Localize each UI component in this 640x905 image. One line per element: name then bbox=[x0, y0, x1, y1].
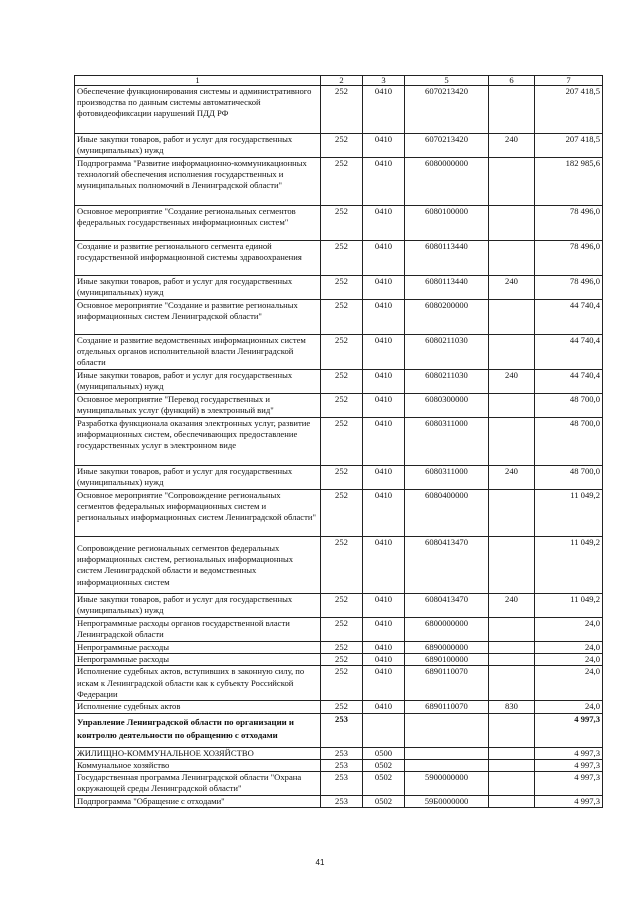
row-amount: 11 049,2 bbox=[535, 537, 603, 594]
table-row bbox=[75, 759, 603, 771]
row-section-code: 0410 bbox=[363, 394, 405, 418]
row-section-code bbox=[363, 713, 405, 747]
row-admin-code: 252 bbox=[321, 241, 363, 276]
row-target-code: 6890110070 bbox=[405, 701, 489, 713]
row-expense-type bbox=[489, 759, 535, 771]
row-amount: 44 740,4 bbox=[535, 335, 603, 370]
row-target-code: 6080113440 bbox=[405, 276, 489, 300]
table-row bbox=[75, 490, 603, 537]
row-section-code: 0410 bbox=[363, 241, 405, 276]
row-admin-code: 252 bbox=[321, 418, 363, 466]
table-row bbox=[75, 666, 603, 701]
row-expense-type: 240 bbox=[489, 370, 535, 394]
table-row bbox=[75, 86, 603, 134]
row-name: Исполнение судебных актов, вступивших в законную силу, по искам к Ленинградской области как к субъекту Российской Федерации bbox=[75, 666, 321, 701]
table-row bbox=[75, 701, 603, 713]
row-amount: 48 700,0 bbox=[535, 394, 603, 418]
row-target-code: 6080000000 bbox=[405, 158, 489, 206]
row-admin-code: 252 bbox=[321, 490, 363, 537]
row-amount: 4 997,3 bbox=[535, 759, 603, 771]
row-admin-code: 252 bbox=[321, 335, 363, 370]
row-admin-code: 252 bbox=[321, 594, 363, 618]
row-admin-code: 252 bbox=[321, 206, 363, 241]
table-row bbox=[75, 241, 603, 276]
row-admin-code: 252 bbox=[321, 618, 363, 642]
row-amount: 11 049,2 bbox=[535, 490, 603, 537]
row-name: Исполнение судебных актов bbox=[75, 701, 321, 713]
row-amount: 24,0 bbox=[535, 618, 603, 642]
row-expense-type bbox=[489, 300, 535, 335]
row-expense-type bbox=[489, 642, 535, 654]
row-expense-type bbox=[489, 618, 535, 642]
header-cell: 7 bbox=[535, 76, 603, 86]
row-amount: 11 049,2 bbox=[535, 594, 603, 618]
header-cell: 1 bbox=[75, 76, 321, 86]
row-expense-type bbox=[489, 335, 535, 370]
row-section-code: 0502 bbox=[363, 772, 405, 796]
table-row bbox=[75, 642, 603, 654]
row-name: Коммунальное хозяйство bbox=[75, 759, 321, 771]
row-admin-code: 253 bbox=[321, 772, 363, 796]
row-section-code: 0410 bbox=[363, 654, 405, 666]
row-target-code: 6800000000 bbox=[405, 618, 489, 642]
table-row bbox=[75, 418, 603, 466]
row-amount: 24,0 bbox=[535, 701, 603, 713]
row-expense-type bbox=[489, 772, 535, 796]
row-section-code: 0410 bbox=[363, 537, 405, 594]
row-name: Государственная программа Ленинградской области "Охрана окружающей среды Ленинградской области" bbox=[75, 772, 321, 796]
header-cell: 2 bbox=[321, 76, 363, 86]
row-expense-type bbox=[489, 241, 535, 276]
row-expense-type: 240 bbox=[489, 134, 535, 158]
table-row bbox=[75, 713, 603, 747]
table-row bbox=[75, 537, 603, 594]
row-section-code: 0410 bbox=[363, 158, 405, 206]
row-admin-code: 252 bbox=[321, 701, 363, 713]
table-row bbox=[75, 394, 603, 418]
row-name: Основное мероприятие "Сопровождение региональных сегментов федеральных информационных систем и региональных информационных систем Ленинградской области" bbox=[75, 490, 321, 537]
row-section-code: 0410 bbox=[363, 490, 405, 537]
row-section-code: 0500 bbox=[363, 747, 405, 759]
table-row bbox=[75, 158, 603, 206]
row-section-code: 0410 bbox=[363, 206, 405, 241]
row-admin-code: 253 bbox=[321, 713, 363, 747]
table-row bbox=[75, 654, 603, 666]
row-target-code: 6080400000 bbox=[405, 490, 489, 537]
budget-table bbox=[74, 75, 603, 808]
row-amount: 4 997,3 bbox=[535, 772, 603, 796]
table-row bbox=[75, 747, 603, 759]
row-section-code: 0502 bbox=[363, 759, 405, 771]
row-admin-code: 252 bbox=[321, 642, 363, 654]
row-target-code: 5900000000 bbox=[405, 772, 489, 796]
row-name: Основное мероприятие "Создание и развитие региональных информационных систем Ленинградской области" bbox=[75, 300, 321, 335]
row-expense-type bbox=[489, 796, 535, 808]
row-admin-code: 252 bbox=[321, 666, 363, 701]
row-section-code: 0410 bbox=[363, 666, 405, 701]
row-section-code: 0410 bbox=[363, 134, 405, 158]
row-target-code: 6080300000 bbox=[405, 394, 489, 418]
row-admin-code: 253 bbox=[321, 759, 363, 771]
row-admin-code: 252 bbox=[321, 370, 363, 394]
table-row bbox=[75, 594, 603, 618]
row-section-code: 0410 bbox=[363, 594, 405, 618]
row-amount: 207 418,5 bbox=[535, 86, 603, 134]
table-row bbox=[75, 618, 603, 642]
row-admin-code: 253 bbox=[321, 796, 363, 808]
row-admin-code: 252 bbox=[321, 158, 363, 206]
page-number: 41 bbox=[315, 858, 325, 867]
row-amount: 182 985,6 bbox=[535, 158, 603, 206]
row-admin-code: 252 bbox=[321, 86, 363, 134]
row-expense-type bbox=[489, 537, 535, 594]
row-name: Управление Ленинградской области по организации и контролю деятельности по обращению с отходами bbox=[75, 713, 321, 747]
row-section-code: 0410 bbox=[363, 370, 405, 394]
row-amount: 24,0 bbox=[535, 666, 603, 701]
row-expense-type bbox=[489, 394, 535, 418]
row-amount: 78 496,0 bbox=[535, 206, 603, 241]
row-name: Основное мероприятие "Перевод государственных и муниципальных услуг (функций) в электронный вид" bbox=[75, 394, 321, 418]
row-target-code: 6080311000 bbox=[405, 418, 489, 466]
row-name: Непрограммные расходы bbox=[75, 642, 321, 654]
row-amount: 207 418,5 bbox=[535, 134, 603, 158]
row-section-code: 0502 bbox=[363, 796, 405, 808]
row-target-code: 6080211030 bbox=[405, 370, 489, 394]
row-name: Непрограммные расходы bbox=[75, 654, 321, 666]
row-expense-type: 830 bbox=[489, 701, 535, 713]
row-section-code: 0410 bbox=[363, 701, 405, 713]
row-target-code: 6890000000 bbox=[405, 642, 489, 654]
row-admin-code: 252 bbox=[321, 134, 363, 158]
row-admin-code: 252 bbox=[321, 394, 363, 418]
table-row bbox=[75, 772, 603, 796]
row-expense-type bbox=[489, 747, 535, 759]
row-target-code bbox=[405, 713, 489, 747]
row-section-code: 0410 bbox=[363, 466, 405, 490]
row-target-code: 59Б0000000 bbox=[405, 796, 489, 808]
row-target-code: 6890100000 bbox=[405, 654, 489, 666]
row-target-code: 6080413470 bbox=[405, 594, 489, 618]
header-cell: 6 bbox=[489, 76, 535, 86]
row-target-code: 6080200000 bbox=[405, 300, 489, 335]
row-expense-type bbox=[489, 418, 535, 466]
row-expense-type bbox=[489, 490, 535, 537]
table-row bbox=[75, 370, 603, 394]
row-target-code: 6080311000 bbox=[405, 466, 489, 490]
row-expense-type: 240 bbox=[489, 276, 535, 300]
row-name: Создание и развитие ведомственных информационных систем отдельных органов исполнительной власти Ленинградской области bbox=[75, 335, 321, 370]
row-expense-type: 240 bbox=[489, 594, 535, 618]
row-target-code: 6080413470 bbox=[405, 537, 489, 594]
row-name: Подпрограмма "Обращение с отходами" bbox=[75, 796, 321, 808]
row-amount: 4 997,3 bbox=[535, 796, 603, 808]
header-cell: 3 bbox=[363, 76, 405, 86]
row-admin-code: 252 bbox=[321, 276, 363, 300]
row-target-code: 6080100000 bbox=[405, 206, 489, 241]
row-name: Разработка функционала оказания электронных услуг, развитие информационных систем, обеспечивающих предоставление государственных услуг в электронном виде bbox=[75, 418, 321, 466]
row-name: Непрограммные расходы органов государственной власти Ленинградской области bbox=[75, 618, 321, 642]
row-target-code bbox=[405, 759, 489, 771]
row-amount: 78 496,0 bbox=[535, 276, 603, 300]
row-name: Обеспечение функционирования системы и административного производства по данным системы автоматической фотовидеофиксации нарушений ПДД РФ bbox=[75, 86, 321, 134]
row-amount: 48 700,0 bbox=[535, 466, 603, 490]
row-name: Иные закупки товаров, работ и услуг для государственных (муниципальных) нужд bbox=[75, 276, 321, 300]
table-row bbox=[75, 466, 603, 490]
row-name: Создание и развитие регионального сегмента единой государственной информационной системы здравоохранения bbox=[75, 241, 321, 276]
row-admin-code: 252 bbox=[321, 300, 363, 335]
row-expense-type bbox=[489, 666, 535, 701]
table-row bbox=[75, 335, 603, 370]
row-section-code: 0410 bbox=[363, 618, 405, 642]
row-target-code bbox=[405, 747, 489, 759]
row-expense-type bbox=[489, 158, 535, 206]
row-name: ЖИЛИЩНО-КОММУНАЛЬНОЕ ХОЗЯЙСТВО bbox=[75, 747, 321, 759]
row-amount: 4 997,3 bbox=[535, 747, 603, 759]
row-section-code: 0410 bbox=[363, 642, 405, 654]
row-admin-code: 253 bbox=[321, 747, 363, 759]
row-amount: 24,0 bbox=[535, 642, 603, 654]
row-admin-code: 252 bbox=[321, 466, 363, 490]
table-row bbox=[75, 206, 603, 241]
row-section-code: 0410 bbox=[363, 276, 405, 300]
row-name: Иные закупки товаров, работ и услуг для государственных (муниципальных) нужд bbox=[75, 466, 321, 490]
row-name: Подпрограмма "Развитие информационно-коммуникационных технологий обеспечения исполнения государственных и муниципальных полномочий в Ленинградской области" bbox=[75, 158, 321, 206]
row-target-code: 6080113440 bbox=[405, 241, 489, 276]
row-amount: 4 997,3 bbox=[535, 713, 603, 747]
table-header-row bbox=[75, 76, 603, 86]
row-target-code: 6070213420 bbox=[405, 86, 489, 134]
row-expense-type bbox=[489, 86, 535, 134]
row-expense-type bbox=[489, 206, 535, 241]
row-expense-type bbox=[489, 654, 535, 666]
row-name: Основное мероприятие "Создание региональных сегментов федеральных государственных информационных систем" bbox=[75, 206, 321, 241]
row-section-code: 0410 bbox=[363, 335, 405, 370]
table-row bbox=[75, 796, 603, 808]
row-section-code: 0410 bbox=[363, 418, 405, 466]
table-row bbox=[75, 134, 603, 158]
row-name: Иные закупки товаров, работ и услуг для государственных (муниципальных) нужд bbox=[75, 370, 321, 394]
row-section-code: 0410 bbox=[363, 86, 405, 134]
row-expense-type: 240 bbox=[489, 466, 535, 490]
header-cell: 5 bbox=[405, 76, 489, 86]
row-name: Иные закупки товаров, работ и услуг для государственных (муниципальных) нужд bbox=[75, 134, 321, 158]
row-expense-type bbox=[489, 713, 535, 747]
row-amount: 24,0 bbox=[535, 654, 603, 666]
row-amount: 44 740,4 bbox=[535, 370, 603, 394]
table-row bbox=[75, 276, 603, 300]
row-name: Сопровождение региональных сегментов федеральных информационных систем, региональных информационных систем Ленинградской области и ведомственных информационных систем bbox=[75, 537, 321, 594]
row-name: Иные закупки товаров, работ и услуг для государственных (муниципальных) нужд bbox=[75, 594, 321, 618]
row-target-code: 6890110070 bbox=[405, 666, 489, 701]
row-amount: 78 496,0 bbox=[535, 241, 603, 276]
row-admin-code: 252 bbox=[321, 654, 363, 666]
row-admin-code: 252 bbox=[321, 537, 363, 594]
row-target-code: 6080211030 bbox=[405, 335, 489, 370]
row-section-code: 0410 bbox=[363, 300, 405, 335]
table-row bbox=[75, 300, 603, 335]
row-target-code: 6070213420 bbox=[405, 134, 489, 158]
row-amount: 44 740,4 bbox=[535, 300, 603, 335]
row-amount: 48 700,0 bbox=[535, 418, 603, 466]
